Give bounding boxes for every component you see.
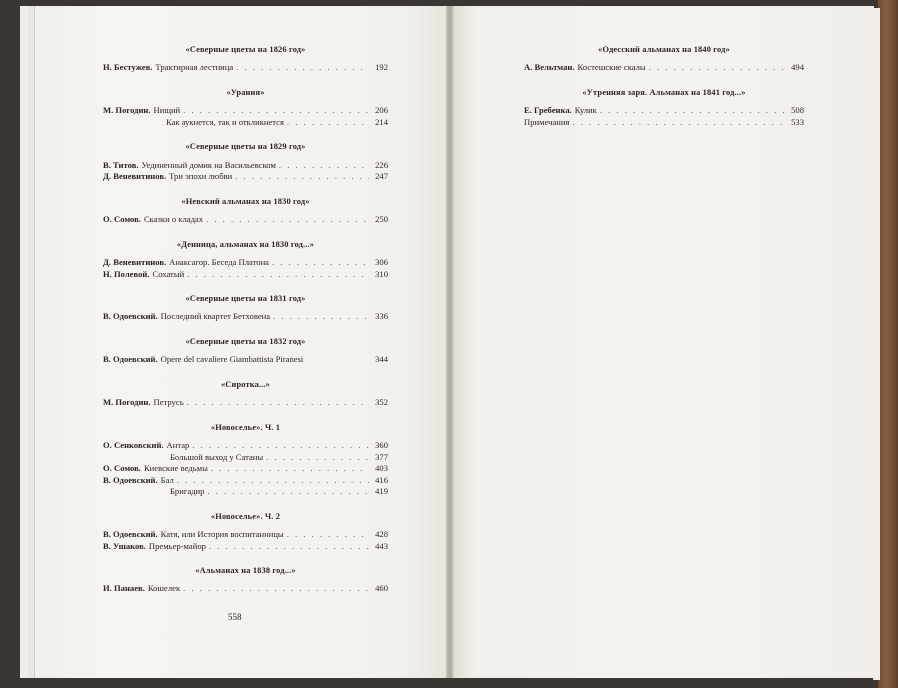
book-cover-edge [878,0,898,688]
entry-title: Как аукнется, так и откликнется [166,116,284,127]
entry-author: Е. Гребенка. [524,105,572,116]
entry-page-number: 226 [375,159,388,170]
entry-page-number: 416 [375,474,388,485]
entry-page-number: 192 [375,62,388,73]
entry-author: Д. Веневитинов. [103,171,167,182]
almanac-heading: «Альманах на 1838 год...» [195,566,296,576]
entry-page-number: 419 [375,486,388,497]
dot-leader [209,542,369,551]
toc-entry[interactable] [103,312,388,324]
entry-title: Сказки о кладах [143,214,204,225]
dot-leader [572,118,785,127]
dot-leader [192,441,369,450]
contents-left [103,46,388,596]
entry-page-number: 508 [791,105,804,116]
entry-page-number: 403 [375,463,388,474]
entry-author: О. Сомов. [103,214,141,225]
contents-right [524,46,804,129]
entry-title: Три эпохи любви [169,171,233,182]
toc-entry[interactable] [103,63,388,75]
entry-page-number: 247 [375,171,388,182]
entry-title: Бригадир [170,486,205,497]
entry-author: И. Панаев. [103,583,145,594]
toc-entry[interactable] [103,398,388,410]
entry-title: Премьер-майор [148,540,206,551]
almanac-heading: «Сиротка...» [220,379,271,389]
entry-title: Примечания [524,116,570,127]
entry-page-number: 214 [375,116,388,127]
entry-page-number: 377 [375,451,388,462]
toc-entry[interactable] [103,441,388,453]
entry-page-number: 533 [791,116,804,127]
almanac-heading: «Северные цветы на 1832 год» [185,336,306,346]
entry-author: М. Погодин. [103,105,151,116]
toc-entry[interactable] [103,172,388,184]
entry-title: Катя, или История воспитанницы [160,529,284,540]
dot-leader [279,161,369,170]
entry-author: Д. Веневитинов. [103,257,167,268]
almanac-heading: «Новоселье». Ч. 2 [210,511,281,521]
dot-leader [183,106,369,115]
entry-page-number: 443 [375,540,388,551]
dot-leader [287,530,369,539]
entry-page-number: 494 [791,62,804,73]
almanac-heading: «Северные цветы на 1831 год» [185,294,306,304]
entry-author: Н. Полевой. [103,268,150,279]
entry-page-number: 352 [375,397,388,408]
almanac-heading: «Утренняя заря. Альманах на 1841 год...» [582,87,746,97]
entry-author: М. Погодин. [103,397,151,408]
dot-leader [266,453,369,462]
dot-leader [649,63,785,72]
entry-author: В. Титов. [103,159,139,170]
entry-page-number: 306 [375,257,388,268]
dot-leader [273,312,369,321]
entry-title: Костешские скалы [577,62,646,73]
entry-page-number: 310 [375,268,388,279]
toc-entry[interactable] [103,258,388,270]
dot-leader [183,584,369,593]
dot-leader [206,215,369,224]
entry-author: А. Вельтман. [524,62,575,73]
entry-title: Большой выход у Сатаны [170,451,264,462]
entry-title: Сохатый [152,268,185,279]
entry-title: Нищий [153,105,181,116]
entry-title: Opere del cavaliere Giambattista Piranesi [160,354,304,365]
page-block-edge [28,6,35,678]
toc-entry[interactable] [103,355,388,367]
almanac-heading: «Северные цветы на 1829 год» [185,142,306,152]
entry-title: Анаксагор. Беседа Платона [169,257,269,268]
entry-author: О. Сенковский. [103,440,164,451]
dot-leader [187,398,369,407]
toc-entry[interactable] [103,476,388,488]
page-number: 558 [228,612,242,622]
toc-entry[interactable] [103,464,388,476]
dot-leader [600,106,785,115]
entry-title: Бал [160,474,174,485]
entry-author: В. Ушаков. [103,540,146,551]
entry-author: В. Одоевский. [103,474,158,485]
toc-entry[interactable] [103,542,388,554]
entry-author: В. Одоевский. [103,529,158,540]
toc-entry[interactable] [103,487,388,499]
entry-title: Антар [166,440,190,451]
toc-entry[interactable] [103,215,388,227]
entry-page-number: 428 [375,529,388,540]
entry-title: Кулик [574,105,597,116]
almanac-heading: «Денница, альманах на 1830 год...» [176,239,315,249]
toc-entry[interactable] [103,118,388,130]
almanac-heading: «Невский альманах на 1830 год» [181,196,310,206]
entry-title: Трактирная лестница [155,62,234,73]
entry-author: Н. Бестужев. [103,62,153,73]
dot-leader [207,487,369,496]
page-edge [873,8,880,680]
entry-title: Петрусь [153,397,184,408]
dot-leader [187,270,369,279]
entry-author: В. Одоевский. [103,311,158,322]
book-gutter [446,6,454,678]
toc-entry[interactable] [524,118,804,130]
entry-title: Киевские ведьмы [143,463,208,474]
entry-page-number: 206 [375,105,388,116]
entry-author: В. Одоевский. [103,354,158,365]
dot-leader [211,464,369,473]
entry-page-number: 360 [375,440,388,451]
entry-title: Кошелек [147,583,181,594]
toc-entry[interactable] [524,63,804,75]
entry-page-number: 460 [375,583,388,594]
toc-entry[interactable] [103,270,388,282]
entry-title: Последний квартет Бетховена [160,311,271,322]
dot-leader [236,63,369,72]
entry-page-number: 344 [375,354,388,365]
dot-leader [177,476,369,485]
almanac-heading: «Урания» [226,87,265,97]
dot-leader [287,118,369,127]
almanac-heading: «Одесский альманах на 1840 год» [598,45,730,54]
dot-leader [235,172,369,181]
entry-author: О. Сомов. [103,463,141,474]
entry-title: Уединенный домик на Васильевском [141,159,276,170]
dot-leader [272,258,369,267]
toc-entry[interactable] [103,584,388,596]
toc-entry[interactable] [103,530,388,542]
entry-page-number: 250 [375,214,388,225]
entry-page-number: 336 [375,311,388,322]
almanac-heading: «Новоселье». Ч. 1 [210,422,281,432]
almanac-heading: «Северные цветы на 1826 год» [185,45,306,54]
